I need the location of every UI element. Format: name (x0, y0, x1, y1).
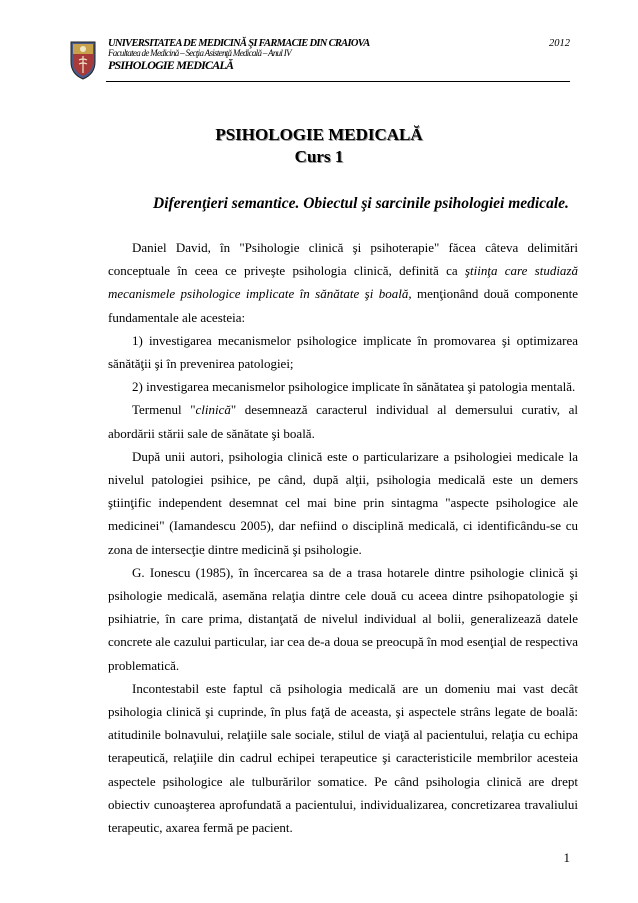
paragraph-emphasis: clinică (195, 402, 231, 418)
paragraph: G. Ionescu (1985), în încercarea sa de a trasa hotarele dintre psihologie clinică şi psihologie medicală, asemăna relaţia dintre cele două cu aceea dintre psihopatologie şi psihiatrie, în care prima, distanţată de nivelul individual al bolii, generalizează datele concrete ale cazului particular, iar cea de-a doua se preocupă în mod esenţial de respectiva problematică. (108, 564, 578, 673)
header-block (108, 38, 370, 72)
paragraph-text: menţionând două componente fundamentale ale acesteia: (108, 286, 578, 325)
university-crest-icon (68, 40, 98, 80)
header-year: 2012 (549, 38, 570, 49)
paragraph-emphasis: ştiinţa care studiază mecanismele psihologice implicate în sănătate şi boală, (108, 263, 578, 302)
paragraph: 2) investigarea mecanismelor psihologice implicate în sănătatea şi patologia mentală. (132, 379, 576, 395)
paragraph: 1) investigarea mecanismelor psihologice implicate în promovarea şi optimizarea sănătăţii şi în prevenirea patologiei; (108, 332, 578, 372)
paragraph: Incontestabil este faptul că psihologia medicală are un domeniu mai vast decât psihologia clinică şi cuprinde, în plus faţă de aceasta, şi aspectele strâns legate de boală: atitudinile bolnavului, relaţiile sale sociale, stilul de viaţă al pacientului, relaţia cu echipa terapeutică, relaţiile din cadrul echipei terapeutice şi caracteristicile membrilor acesteia aspectele psihologice ale tulburărilor somatice. Pe când psihologia clinică are drept obiectiv cunoaşterea aprofundată a pacientului, individualizarea, concretizarea travaliului terapeutic, axarea fermă pe pacient. (108, 680, 578, 836)
page-number: 1 (563, 850, 570, 865)
university-name: UNIVERSITATEA DE MEDICINĂ ŞI FARMACIE DIN CRAIOVA (108, 38, 370, 49)
course-number: Curs 1 (294, 147, 344, 166)
faculty-name: Facultatea de Medicină – Secţia Asistenţă Medicală – Anul IV (108, 48, 291, 59)
paragraph: După unii autori, psihologia clinică este o particularizare a psihologiei medicale la nivelul patologiei psihice, pe când, după alţii, psihologia medicală este un demers ştiinţific independent desemnat cel mai bine prin sintagma "aspecte psihologice ale medicinei" (Iamandescu 2005), dar nefiind o disciplină medicală, ci identificându-se cu zona de intersecţie dintre medicină şi psihologie. (108, 448, 578, 557)
paragraph-text: Daniel David, în "Psihologie clinică şi psihoterapie" făcea câteva delimitări conceptuale în ceea ce priveşte psihologia clinică, definită ca (108, 240, 578, 279)
paragraph-text: Termenul " (132, 402, 196, 418)
header-divider (106, 81, 570, 82)
paragraph-text: " desemnează caracterul individual al demersului curativ, al abordării stării sale de sănătate şi boală. (108, 402, 578, 441)
document-title: PSIHOLOGIE MEDICALĂ (215, 125, 423, 144)
paragraph (108, 236, 578, 329)
document-body (108, 236, 578, 839)
course-name: PSIHOLOGIE MEDICALĂ (108, 58, 234, 73)
paragraph (108, 398, 578, 444)
document-subtitle: Diferenţieri semantice. Obiectul şi sarcinile psihologiei medicale. (153, 195, 569, 212)
